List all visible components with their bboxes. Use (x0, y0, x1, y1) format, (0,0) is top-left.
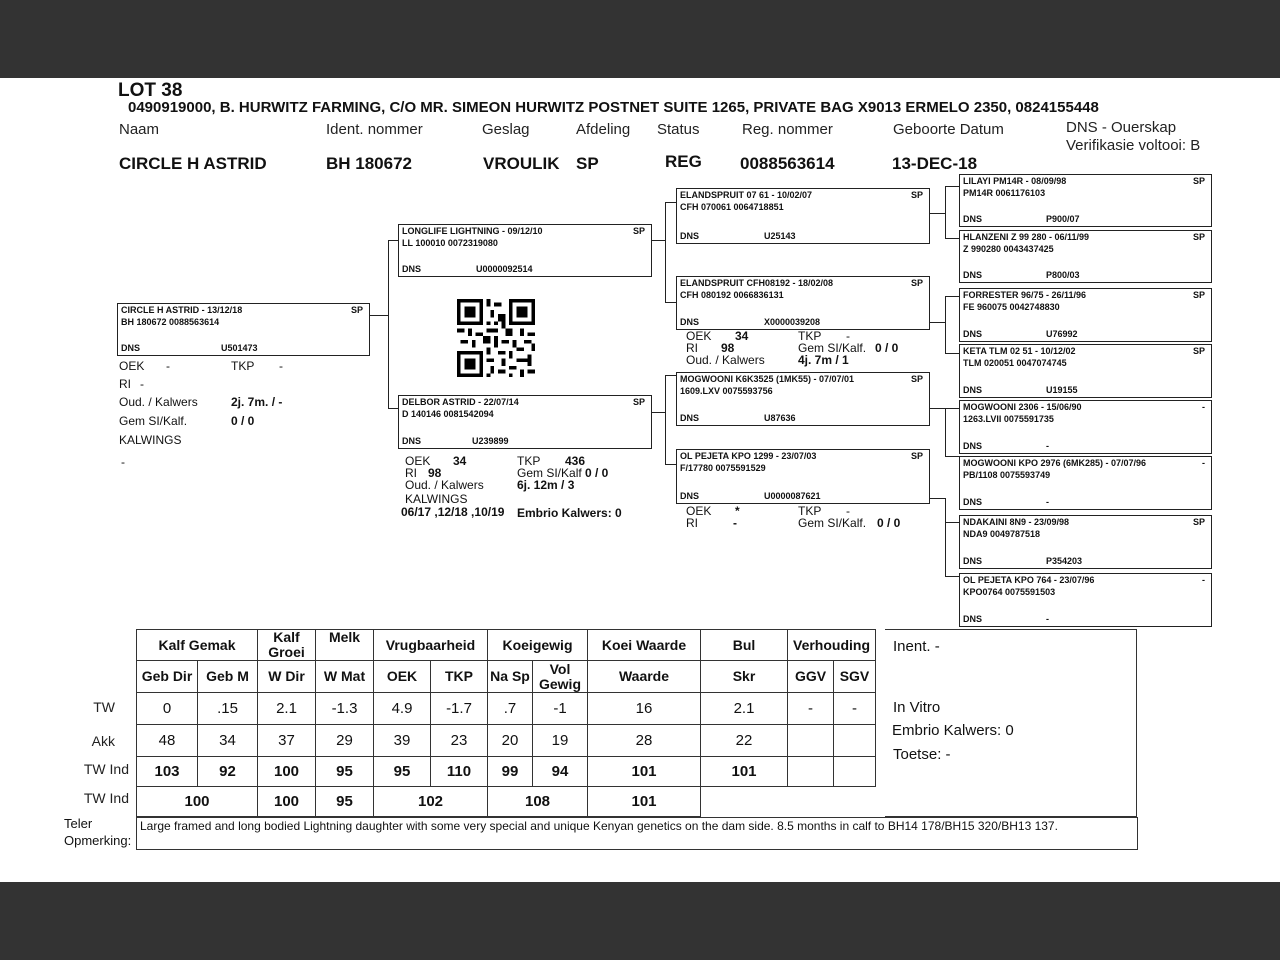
header-geslag: Geslag (482, 121, 530, 138)
dam-gem-label: Gem SI/Kalf (517, 466, 582, 480)
box-ident: D 140146 0081542094 (402, 409, 494, 419)
table-row-akk (137, 725, 876, 757)
connector-line (370, 315, 388, 316)
table-row-twind (137, 757, 876, 787)
cell (834, 725, 876, 757)
box-section: SP (350, 305, 363, 315)
connector-line (945, 522, 959, 523)
box-dns-label: DNS (963, 270, 983, 280)
header-verifikasie: Verifikasie voltooi: B (1066, 137, 1201, 154)
pedigree-box-great-grandparent (959, 230, 1212, 283)
box-ident: Z 990280 0043437425 (963, 244, 1054, 254)
cell: 23 (431, 725, 488, 757)
box-dns-value: U25143 (764, 231, 796, 241)
dam-oud-value: 6j. 12m / 3 (517, 478, 575, 492)
gp-tkp-label: TKP (798, 504, 822, 518)
gp-tkp-value: - (846, 504, 850, 518)
connector-line (945, 238, 959, 239)
box-title: ELANDSPRUIT 07 61 - 10/02/07 (680, 190, 813, 200)
connector-line (945, 408, 959, 409)
cell: 29 (316, 725, 374, 757)
inent-text: Inent. - (893, 638, 940, 655)
cell: 99 (488, 757, 533, 787)
cell: 2.1 (701, 693, 788, 725)
cell: 100 (137, 787, 258, 817)
cell (701, 787, 788, 817)
box-dns-value: - (1046, 441, 1049, 451)
box-dns-label: DNS (680, 317, 700, 327)
col-w-mat: W Mat (316, 661, 374, 693)
animal-status: REG (665, 152, 702, 171)
cell: 100 (258, 757, 316, 787)
col-skr: Skr (701, 661, 788, 693)
cell: 37 (258, 725, 316, 757)
subject-tkp-label: TKP (231, 359, 255, 373)
header-ident: Ident. nommer (326, 121, 423, 138)
col-vol-gewig: Vol Gewig (533, 661, 588, 693)
box-title: LILAYI PM14R - 08/09/98 (963, 176, 1067, 186)
connector-line (945, 408, 946, 456)
table-row-twind-group (137, 787, 876, 817)
pedigree-box-subject (117, 303, 370, 356)
row-label-twind: TW Ind (83, 761, 129, 777)
col-geb-dir: Geb Dir (137, 661, 198, 693)
animal-reg: 0088563614 (740, 154, 835, 173)
box-ident: KPO0764 0075591503 (963, 587, 1056, 597)
box-title: NDAKAINI 8N9 - 23/09/98 (963, 517, 1070, 527)
dam-ri-label: RI (405, 466, 417, 480)
box-title: ELANDSPRUIT CFH08192 - 18/02/08 (680, 278, 834, 288)
col-tkp: TKP (431, 661, 488, 693)
connector-line (665, 375, 676, 376)
box-section: SP (1192, 346, 1205, 356)
box-section: SP (910, 278, 923, 288)
dam-oek-label: OEK (405, 454, 431, 468)
dam-tkp-value: 436 (565, 454, 586, 468)
animal-ident: BH 180672 (326, 154, 413, 173)
box-dns-value: U87636 (764, 413, 796, 423)
box-section: SP (1192, 517, 1205, 527)
box-section: SP (1192, 290, 1205, 300)
cell (788, 757, 834, 787)
gp-oek-value: 34 (735, 329, 749, 343)
table-row-tw (137, 693, 876, 725)
cell: 22 (701, 725, 788, 757)
box-ident: 1609.LXV 0075593756 (680, 386, 773, 396)
subject-kalwings-label: KALWINGS (119, 433, 182, 447)
connector-line (388, 240, 389, 408)
animal-geslag: VROULIK (483, 154, 560, 173)
box-dns-value: U76992 (1046, 329, 1078, 339)
box-ident: PM14R 0061176103 (963, 188, 1046, 198)
box-ident: BH 180672 0088563614 (121, 317, 220, 327)
box-section: SP (1192, 232, 1205, 242)
col-w-dir: W Dir (258, 661, 316, 693)
box-section: SP (910, 374, 923, 384)
cell: 95 (316, 757, 374, 787)
gp-oud-value: 4j. 7m / 1 (798, 353, 849, 367)
box-dns-value: - (1046, 497, 1049, 507)
connector-line (930, 213, 945, 214)
box-dns-value: X0000039208 (764, 317, 821, 327)
box-dns-label: DNS (963, 614, 983, 624)
animal-afdeling: SP (576, 154, 599, 173)
gp-oud-label: Oud. / Kalwers (686, 353, 765, 367)
cell: - (788, 693, 834, 725)
header-reg: Reg. nommer (742, 121, 833, 138)
connector-line (930, 408, 945, 409)
box-ident: NDA9 0049787518 (963, 529, 1041, 539)
box-dns-label: DNS (121, 343, 141, 353)
col-waarde: Waarde (588, 661, 701, 693)
box-dns-label: DNS (680, 413, 700, 423)
col-na-sp: Na Sp (488, 661, 533, 693)
in-vitro-text: In Vitro (893, 699, 941, 716)
lot-number: LOT 38 (118, 80, 183, 101)
cell (834, 787, 876, 817)
cell: -1.3 (316, 693, 374, 725)
connector-line (665, 302, 676, 303)
box-dns-value: P354203 (1046, 556, 1083, 566)
cell: 94 (533, 757, 588, 787)
pedigree-box-great-grandparent (959, 344, 1212, 398)
connector-line (945, 186, 959, 187)
row-label-twind2: TW Ind (83, 790, 129, 806)
cell (788, 725, 834, 757)
box-dns-label: DNS (963, 385, 983, 395)
group-bul: Bul (701, 630, 788, 661)
cell: 19 (533, 725, 588, 757)
gp-oek-value: * (735, 504, 740, 518)
ebv-table (136, 629, 876, 817)
side-info-panel (885, 629, 1137, 817)
box-section: - (1202, 402, 1205, 412)
box-dns-label: DNS (402, 436, 422, 446)
bottom-letterbox (0, 882, 1280, 960)
box-ident: F/17780 0075591529 (680, 463, 766, 473)
pedigree-box-grandparent (676, 188, 930, 244)
group-koei-waarde: Koei Waarde (588, 630, 701, 661)
pedigree-box-great-grandparent (959, 456, 1212, 510)
header-status: Status (657, 121, 700, 138)
pedigree-box-great-grandparent (959, 174, 1212, 227)
box-dns-label: DNS (402, 264, 422, 274)
box-dns-value: U239899 (472, 436, 509, 446)
box-section: SP (910, 190, 923, 200)
box-dns-label: DNS (680, 491, 700, 501)
cell (788, 787, 834, 817)
box-dns-label: DNS (963, 556, 983, 566)
connector-line (945, 456, 959, 457)
box-title: MOGWOONI KPO 2976 (6MK285) - 07/07/96 (963, 458, 1147, 468)
box-section: - (1202, 575, 1205, 585)
gp-ri-label: RI (686, 341, 698, 355)
box-dns-value: P900/07 (1046, 214, 1080, 224)
cell: 92 (198, 757, 258, 787)
box-section: - (1202, 458, 1205, 468)
box-dns-value: - (1046, 614, 1049, 624)
header-geboorte: Geboorte Datum (893, 121, 1004, 138)
cell: .15 (198, 693, 258, 725)
cell: 0 (137, 693, 198, 725)
remark-label: Opmerking: (64, 833, 132, 848)
dam-oud-label: Oud. / Kalwers (405, 478, 484, 492)
col-ggv: GGV (788, 661, 834, 693)
box-dns-value: P800/03 (1046, 270, 1080, 280)
connector-line (945, 296, 946, 353)
cell: 2.1 (258, 693, 316, 725)
pedigree-box-great-grandparent (959, 400, 1212, 454)
toetse-text: Toetse: - (893, 746, 951, 763)
gp-gem-label: Gem SI/Kalf. (798, 341, 867, 355)
gp-tkp-value: - (846, 329, 850, 343)
box-ident: FE 960075 0042748830 (963, 302, 1060, 312)
cell: 16 (588, 693, 701, 725)
dam-oek-value: 34 (453, 454, 467, 468)
cell: .7 (488, 693, 533, 725)
subject-oud-value: 2j. 7m. / - (231, 395, 283, 409)
row-label-tw: TW (93, 699, 115, 715)
box-ident: LL 100010 0072319080 (402, 238, 498, 248)
box-title: OL PEJETA KPO 764 - 23/07/96 (963, 575, 1095, 585)
gp-ri-value: - (733, 516, 737, 530)
box-dns-label: DNS (963, 441, 983, 451)
cell: 110 (431, 757, 488, 787)
pedigree-box-sire (398, 224, 652, 277)
box-dns-value: U0000092514 (476, 264, 533, 274)
box-ident: TLM 020051 0047074745 (963, 358, 1067, 368)
box-title: OL PEJETA KPO 1299 - 23/07/03 (680, 451, 817, 461)
box-dns-value: U0000087621 (764, 491, 821, 501)
connector-line (945, 498, 946, 576)
subject-gem-value: 0 / 0 (231, 414, 255, 428)
group-vrugbaarheid: Vrugbaarheid (374, 630, 488, 661)
subject-oud-label: Oud. / Kalwers (119, 395, 198, 409)
gp-gem-value: 0 / 0 (875, 341, 899, 355)
connector-line (388, 408, 398, 409)
dam-gem-value: 0 / 0 (585, 466, 609, 480)
connector-line (388, 240, 398, 241)
group-verhouding: Verhouding (788, 630, 876, 661)
col-geb-m: Geb M (198, 661, 258, 693)
pedigree-box-grandparent (676, 372, 930, 426)
box-title: MOGWOONI 2306 - 15/06/90 (963, 402, 1082, 412)
cell (834, 757, 876, 787)
pedigree-box-grandparent (676, 449, 930, 504)
box-section: SP (632, 226, 645, 236)
cell: - (834, 693, 876, 725)
box-title: DELBOR ASTRID - 22/07/14 (402, 397, 519, 407)
top-letterbox (0, 0, 1280, 78)
pedigree-box-great-grandparent (959, 573, 1212, 627)
subject-tkp-value: - (279, 359, 283, 373)
cell: 108 (488, 787, 588, 817)
header-afdeling: Afdeling (576, 121, 631, 138)
subject-kalwings-value: - (121, 455, 125, 469)
gp-oek-label: OEK (686, 329, 712, 343)
dam-tkp-label: TKP (517, 454, 541, 468)
box-ident: CFH 070061 0064718851 (680, 202, 784, 212)
box-dns-label: DNS (963, 329, 983, 339)
lot-page (0, 78, 1280, 882)
subject-oek-value: - (166, 359, 170, 373)
pedigree-box-great-grandparent (959, 288, 1212, 342)
box-dns-value: U19155 (1046, 385, 1078, 395)
remark-label: Teler (64, 816, 93, 831)
cell: 4.9 (374, 693, 431, 725)
remark-text: Large framed and long bodied Lightning daughter with some very special and unique Kenyan genetics on the dam side. 8.5 months in calf to BH14 178/BH15 320/BH13 137. (136, 817, 1138, 850)
column-header-row (137, 661, 876, 693)
embrio-kalwers-text: Embrio Kalwers: 0 (892, 722, 1014, 739)
dam-embrio: Embrio Kalwers: 0 (517, 506, 622, 520)
col-sgv: SGV (834, 661, 876, 693)
gp-ri-label: RI (686, 516, 698, 530)
box-title: HLANZENI Z 99 280 - 06/11/99 (963, 232, 1090, 242)
gp-gem-label: Gem SI/Kalf. (798, 516, 867, 530)
box-title: MOGWOONI K6K3525 (1MK55) - 07/07/01 (680, 374, 855, 384)
cell: 100 (258, 787, 316, 817)
cell: 102 (374, 787, 488, 817)
box-title: KETA TLM 02 51 - 10/12/02 (963, 346, 1076, 356)
group-koeigewig: Koeigewig (488, 630, 588, 661)
box-section: SP (910, 451, 923, 461)
connector-line (665, 202, 666, 302)
connector-line (930, 322, 945, 323)
box-ident: 1263.LVII 0075591735 (963, 414, 1054, 424)
cell: 48 (137, 725, 198, 757)
box-section: SP (632, 397, 645, 407)
cell: 103 (137, 757, 198, 787)
row-label-akk: Akk (91, 733, 115, 749)
box-title: CIRCLE H ASTRID - 13/12/18 (121, 305, 243, 315)
animal-dob: 13-DEC-18 (892, 154, 978, 173)
box-ident: PB/1108 0075593749 (963, 470, 1051, 480)
dam-kalwings-label: KALWINGS (405, 492, 468, 506)
connector-line (945, 576, 959, 577)
gp-ri-value: 98 (721, 341, 735, 355)
box-dns-label: DNS (680, 231, 700, 241)
connector-line (652, 240, 665, 241)
connector-line (665, 375, 666, 464)
connector-line (930, 498, 945, 499)
connector-line (945, 296, 959, 297)
cell: -1.7 (431, 693, 488, 725)
pedigree-box-dam (398, 395, 652, 449)
subject-oek-label: OEK (119, 359, 145, 373)
connector-line (652, 412, 665, 413)
box-title: LONGLIFE LIGHTNING - 09/12/10 (402, 226, 543, 236)
cell: 20 (488, 725, 533, 757)
gp-oek-label: OEK (686, 504, 712, 518)
cell: 101 (588, 757, 701, 787)
subject-ri-label: RI (119, 377, 131, 391)
box-dns-label: DNS (963, 214, 983, 224)
cell: 39 (374, 725, 431, 757)
dam-ri-value: 98 (428, 466, 442, 480)
connector-line (665, 464, 676, 465)
pedigree-box-grandparent (676, 276, 930, 330)
connector-line (665, 202, 676, 203)
qr-code-icon (455, 299, 537, 377)
cell: 101 (701, 757, 788, 787)
connector-line (945, 353, 959, 354)
gp-tkp-label: TKP (798, 329, 822, 343)
header-dns: DNS - Ouerskap (1066, 119, 1177, 136)
group-kalf-gemak: Kalf Gemak (137, 630, 258, 661)
pedigree-box-great-grandparent (959, 515, 1212, 569)
box-title: FORRESTER 96/75 - 26/11/96 (963, 290, 1087, 300)
cell: 34 (198, 725, 258, 757)
connector-line (945, 186, 946, 238)
cell: -1 (533, 693, 588, 725)
cell: 101 (588, 787, 701, 817)
cell: 28 (588, 725, 701, 757)
subject-ri-value: - (140, 377, 144, 391)
box-ident: CFH 080192 0066836131 (680, 290, 784, 300)
cell: 95 (374, 757, 431, 787)
box-section: SP (1192, 176, 1205, 186)
dam-kalwings-value: 06/17 ,12/18 ,10/19 (401, 505, 505, 519)
cell: 95 (316, 787, 374, 817)
animal-name: CIRCLE H ASTRID (119, 154, 267, 173)
group-header-row (137, 630, 876, 661)
box-dns-value: U501473 (221, 343, 258, 353)
gp-gem-value: 0 / 0 (877, 516, 901, 530)
group-melk: Melk (316, 630, 374, 661)
owner-line: 0490919000, B. HURWITZ FARMING, C/O MR. SIMEON HURWITZ POSTNET SUITE 1265, PRIVATE BAG X9013 ERMELO 2350, 0824155448 (128, 99, 1099, 116)
group-kalf-groei: Kalf Groei (258, 630, 316, 661)
header-naam: Naam (119, 121, 160, 138)
subject-gem-label: Gem SI/Kalf. (119, 414, 188, 428)
box-dns-label: DNS (963, 497, 983, 507)
col-oek: OEK (374, 661, 431, 693)
